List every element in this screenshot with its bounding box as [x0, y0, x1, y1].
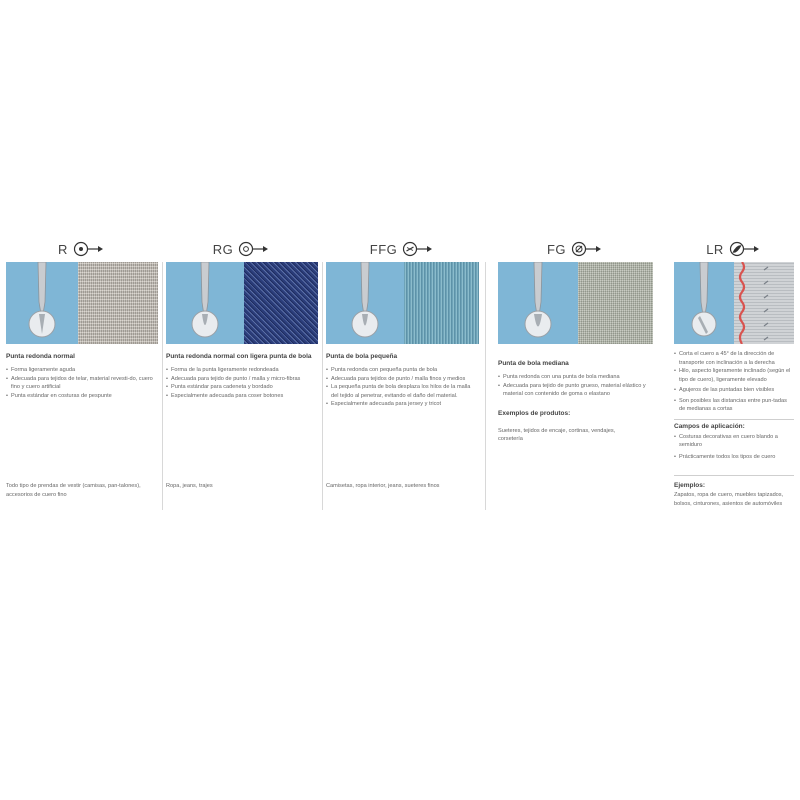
code-header-lr: [674, 236, 794, 262]
round-point-symbol-icon: [72, 240, 106, 258]
point-code: RG: [212, 241, 234, 257]
needle-fabric-image: [6, 262, 158, 344]
list-item: • Forma de la punta ligeramente redondeada: [166, 366, 318, 375]
point-code: LR: [706, 241, 724, 257]
fabric-sample: [78, 262, 158, 344]
fabric-sample: [244, 262, 318, 344]
code-header-rg: [166, 236, 318, 262]
list-item: • Punta estándar para cadeneta y bordado: [166, 383, 318, 392]
list-item: • Punta redonda con pequeña punta de bola: [326, 366, 479, 375]
fabric-sample: [578, 262, 653, 344]
code-header-r: [6, 236, 158, 262]
list-item: • Prácticamente todos los tipos de cuero: [674, 453, 794, 462]
features-list: [166, 366, 318, 400]
column-r: [6, 236, 158, 498]
list-item: • Forma ligeramente aguda: [6, 366, 158, 375]
column-divider: [322, 262, 323, 510]
needle-illustration: [498, 262, 578, 344]
list-item: • Costuras decorativas en cuero blando a semiduro: [674, 433, 794, 450]
column-ffg: [326, 236, 479, 489]
applications-text: Sueteres, tejidos de encaje, cortinas, vendajes, corsetería: [498, 427, 616, 442]
examples-title: Ejemplos:: [674, 482, 706, 489]
needle-fabric-image: [498, 262, 653, 344]
code-header-fg: [498, 236, 653, 262]
list-item: • Punta redonda con una punta de bola mediana: [498, 373, 653, 382]
features-list: [674, 350, 794, 414]
fields-title: Campos de aplicación:: [674, 422, 745, 430]
fields-list: [674, 433, 794, 462]
point-title: Punta redonda normal: [6, 353, 75, 360]
applications-text: Camisetas, ropa interior, jeans, sueteres finos: [326, 483, 440, 489]
needle-illustration: [326, 262, 404, 344]
leather-sample: [734, 262, 794, 344]
code-header-ffg: [326, 236, 479, 262]
column-lr: [674, 236, 794, 508]
examples-text: Zapatos, ropa de cuero, muebles tapizados, bolsos, cinturones, asientos de automóviles: [674, 492, 784, 507]
ball-point-symbol-icon: [237, 240, 271, 258]
needle-illustration: [6, 262, 78, 344]
list-item: • Hilo, aspecto ligeramente inclinado (según el tipo de cuero), ligeramente elevado: [674, 367, 794, 384]
point-title: Punta redonda normal con ligera punta de bola: [166, 353, 312, 360]
needle-fabric-image: [166, 262, 318, 344]
list-item: • Son posibles las distancias entre pun-tadas de medianas a cortas: [674, 397, 794, 414]
applications-text: Todo tipo de prendas de vestir (camisas, pan-talones), accesorios de cuero fino: [6, 483, 141, 498]
fabric-sample: [404, 262, 479, 344]
list-item: • Adecuada para tejido de punto grueso, material elástico y material con contenido de goma o elastano: [498, 382, 653, 399]
list-item: • Adecuada para tejido de punto / malla y micro-fibras: [166, 375, 318, 384]
column-divider: [162, 262, 163, 510]
list-item: • La pequeña punta de bola desplaza los hilos de la malla del tejido al penetrar, evitando el daño del material.: [326, 383, 479, 400]
light-ball-point-symbol-icon: [401, 240, 435, 258]
list-item: • Adecuada para tejidos de telar, material revesti-do, cuero fino y cuero artificial: [6, 375, 158, 392]
list-item: • Corta el cuero a 45° de la dirección de transporte con inclinación a la derecha: [674, 350, 794, 367]
section-divider: [674, 475, 794, 476]
point-title: Punta de bola pequeña: [326, 353, 398, 360]
needle-illustration: [166, 262, 244, 344]
list-item: • Especialmente adecuada para coser botones: [166, 392, 318, 401]
point-code: R: [58, 241, 68, 257]
examples-title: Exemplos de produtos:: [498, 409, 571, 417]
features-list: [6, 366, 158, 400]
point-code: FG: [546, 241, 567, 257]
section-divider: [674, 419, 794, 420]
needle-leather-image: [674, 262, 794, 344]
needle-fabric-image: [326, 262, 479, 344]
applications-text: Ropa, jeans, trajes: [166, 483, 213, 489]
features-list: [326, 366, 479, 409]
needle-illustration: [674, 262, 734, 344]
column-fg: [498, 236, 653, 444]
list-item: • Agujeros de las puntadas bien visibles: [674, 386, 794, 395]
leather-point-symbol-icon: [728, 240, 762, 258]
list-item: • Adecuada para tejidos de punto / malla finos y medios: [326, 375, 479, 384]
list-item: • Punta estándar en costuras de pespunte: [6, 392, 158, 401]
list-item: • Especialmente adecuada para jersey y tricot: [326, 400, 479, 409]
point-code: FFG: [369, 241, 398, 257]
medium-ball-point-symbol-icon: [570, 240, 604, 258]
point-title: Punta de bola mediana: [498, 360, 569, 367]
column-rg: [166, 236, 318, 489]
features-list: [498, 373, 653, 399]
column-divider: [485, 262, 486, 510]
